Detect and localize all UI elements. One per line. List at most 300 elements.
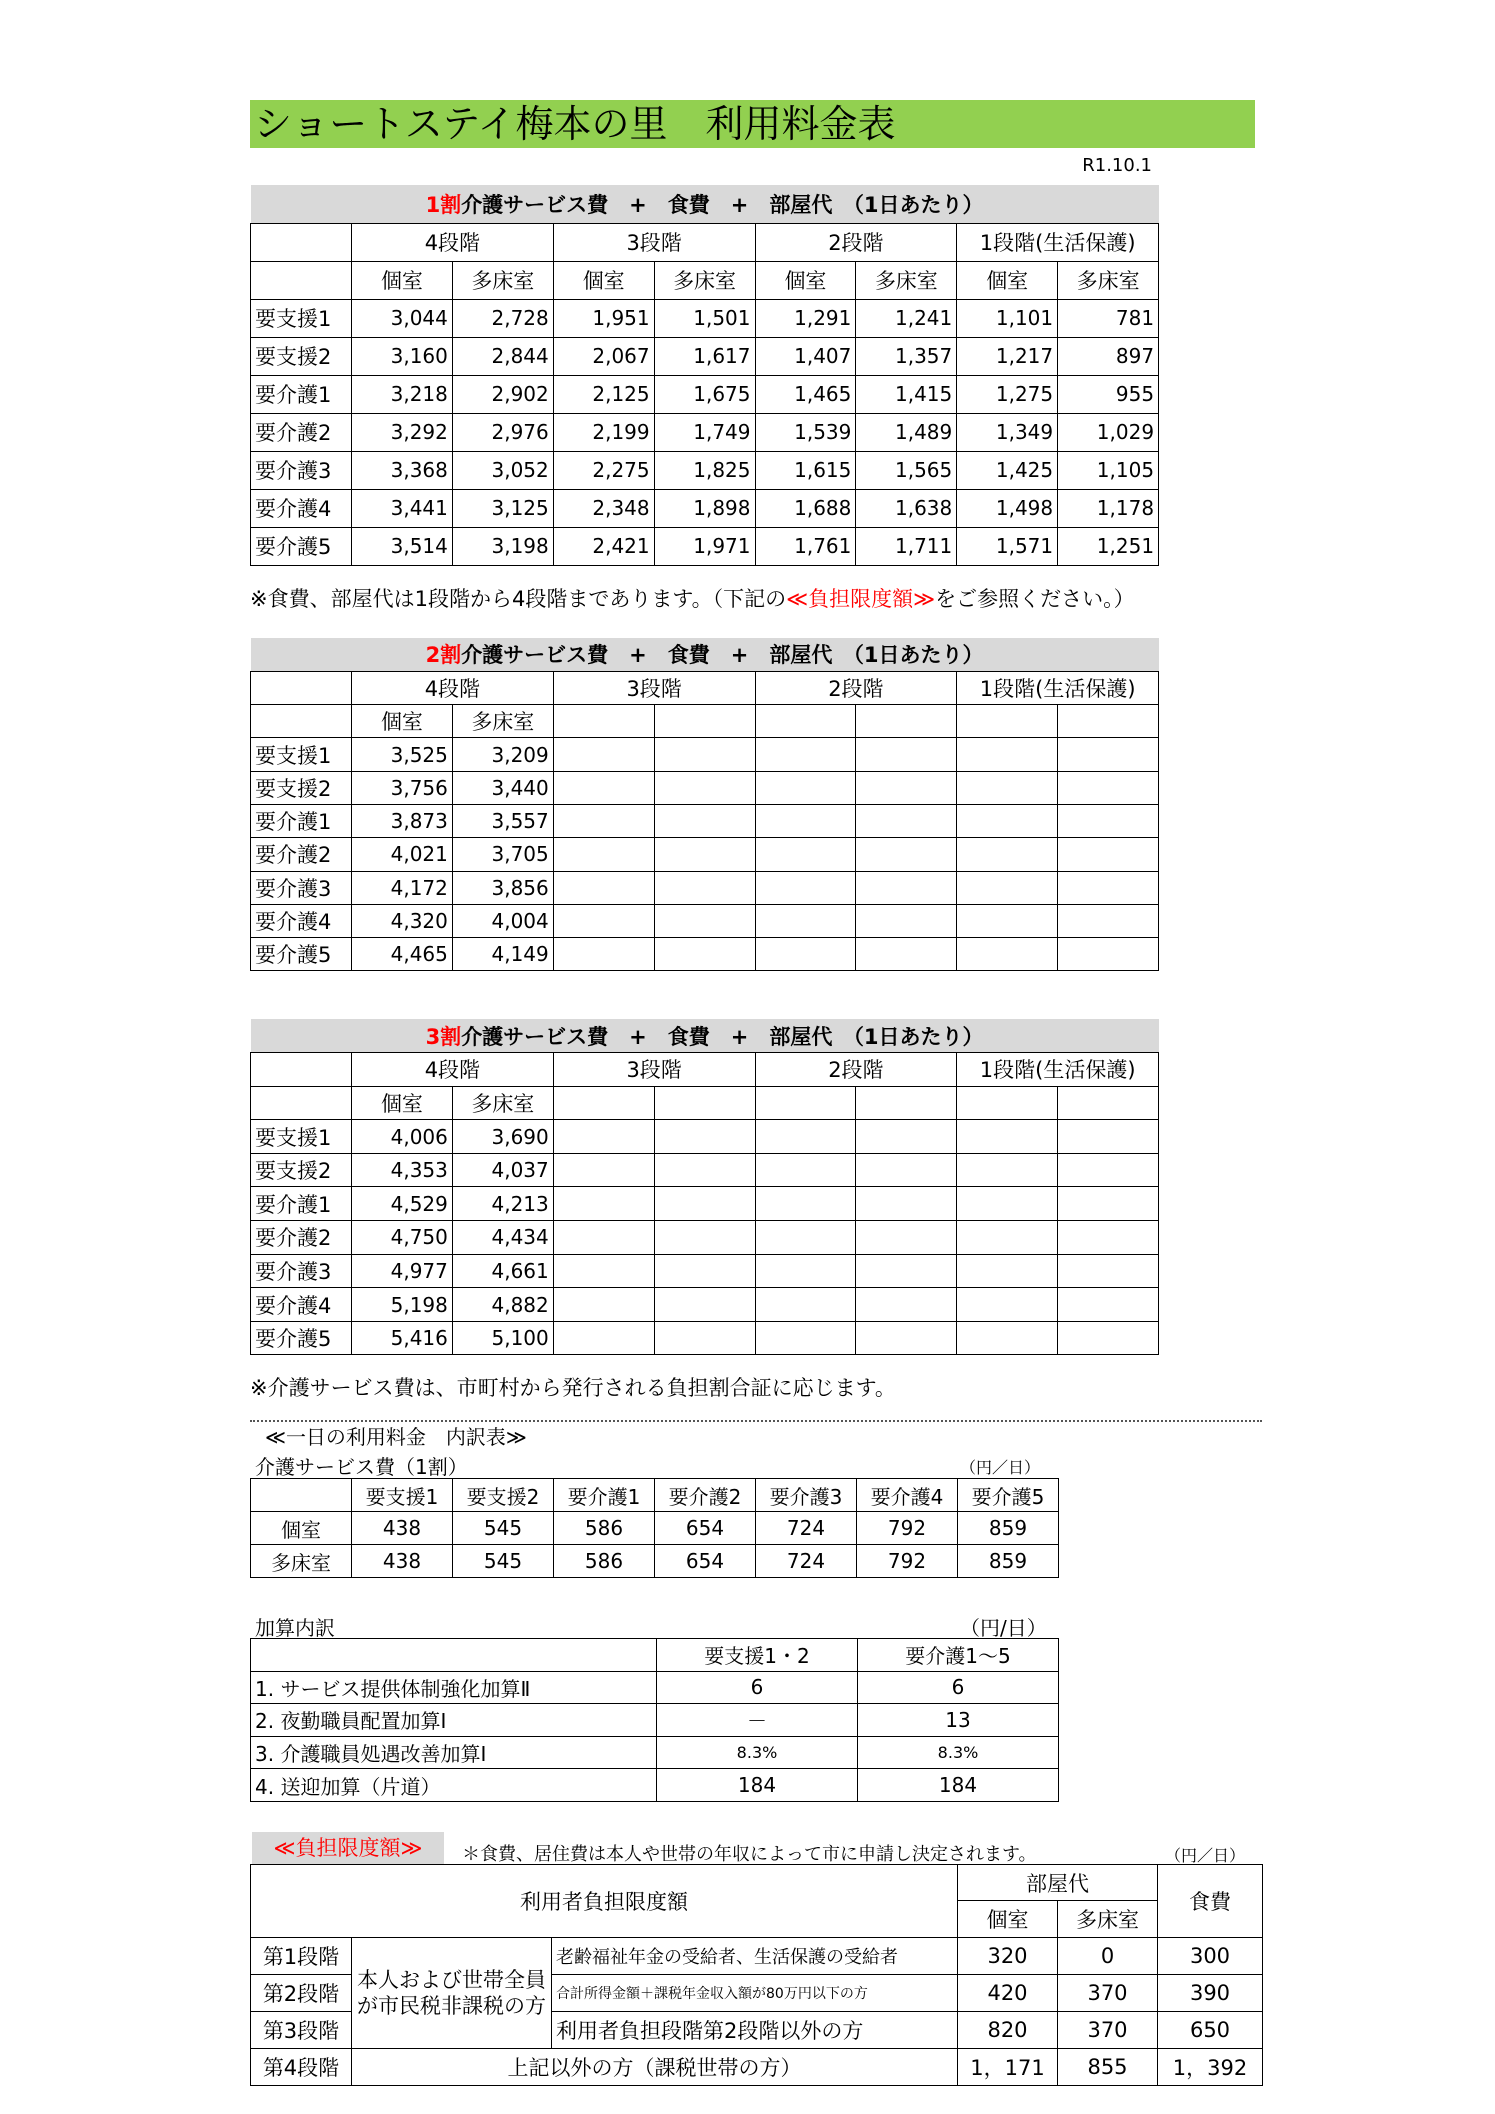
header-suffix: 介護サービス費 + 食費 + 部屋代 （1日あたり） — [461, 1024, 984, 1049]
fee-cell: 4,882 — [452, 1288, 553, 1322]
fee-cell: 3,052 — [452, 451, 553, 489]
room-multi: 多床室 — [654, 261, 755, 299]
note-text: ※食費、部屋代は1段階から4段階まであります。（下記の — [250, 587, 787, 611]
fee-cell: 4,006 — [352, 1120, 453, 1154]
fee-cell: 1,241 — [856, 299, 957, 337]
limit-header-row — [251, 1865, 1263, 1901]
fee-rows — [251, 299, 1159, 565]
page-title: ショートステイ梅本の里 利用料金表 — [250, 100, 1255, 148]
stage-label: 第1段階 — [251, 1938, 352, 1975]
care-level-header: 要介護4 — [857, 1479, 958, 1512]
room-single: 個室 — [352, 1086, 453, 1120]
care-level: 要介護2 — [251, 838, 352, 871]
fee-cell: 1,749 — [654, 413, 755, 451]
tier-4: 4段階 — [352, 671, 554, 704]
fee-row — [251, 299, 1159, 337]
fee-cell: 4,465 — [352, 938, 453, 971]
fee-cell: 3,690 — [452, 1120, 553, 1154]
fee-cell: 2,348 — [553, 489, 654, 527]
fee-cell: 4,172 — [352, 871, 453, 904]
care-level: 要支援1 — [251, 1120, 352, 1154]
care-level-header: 要支援1 — [352, 1479, 453, 1512]
note-text: をご参照ください。） — [935, 587, 1135, 611]
tier-1: 1段階(生活保護) — [957, 1053, 1159, 1087]
addition-row — [251, 1769, 1059, 1802]
fee-table-header — [251, 1019, 1159, 1053]
fee-cell: 3,440 — [452, 771, 553, 804]
care-fee: 792 — [857, 1545, 958, 1578]
fee-cell: 1,571 — [957, 527, 1058, 565]
fee-cell — [654, 904, 755, 937]
fee-cell: 1,951 — [553, 299, 654, 337]
fee-row — [251, 337, 1159, 375]
addition-support: 184 — [657, 1769, 858, 1802]
limit-group: 本人および世帯全員が市民税非課税の方 — [352, 1938, 552, 2049]
fee-cell — [1058, 804, 1159, 837]
fee-rows — [251, 1120, 1159, 1355]
fee-cell — [856, 738, 957, 771]
care-row — [251, 1512, 1059, 1545]
fee-cell — [553, 738, 654, 771]
fee-cell — [856, 1254, 957, 1288]
fee-cell: 1,688 — [755, 489, 856, 527]
limit-row — [251, 2049, 1263, 2086]
food-fee: 650 — [1158, 2012, 1263, 2049]
room-multi: 多床室 — [1058, 1901, 1158, 1938]
room-single: 個室 — [957, 261, 1058, 299]
fee-cell: 5,416 — [352, 1321, 453, 1355]
fee-cell: 3,856 — [452, 871, 553, 904]
fee-cell — [856, 1187, 957, 1221]
fee-cell: 1,825 — [654, 451, 755, 489]
fee-cell: 3,705 — [452, 838, 553, 871]
care-service-table — [250, 1478, 1059, 1578]
fee-cell: 1,357 — [856, 337, 957, 375]
fee-cell: 3,198 — [452, 527, 553, 565]
fee-cell — [553, 938, 654, 971]
fee-row — [251, 451, 1159, 489]
addition-care: 13 — [858, 1704, 1059, 1737]
care-level: 要介護1 — [251, 375, 352, 413]
fee-cell: 1,415 — [856, 375, 957, 413]
room-single: 個室 — [553, 261, 654, 299]
tier-1: 1段階(生活保護) — [957, 671, 1159, 704]
fee-cell — [553, 1321, 654, 1355]
fee-cell — [856, 1288, 957, 1322]
stage-label: 第4段階 — [251, 2049, 352, 2086]
tier-3: 3段階 — [553, 671, 755, 704]
room-fee-header: 部屋代 — [958, 1865, 1158, 1901]
fee-cell — [553, 1187, 654, 1221]
fee-cell: 1,617 — [654, 337, 755, 375]
care-level: 要介護3 — [251, 1254, 352, 1288]
fee-row — [251, 413, 1159, 451]
fee-cell — [755, 738, 856, 771]
limit-unit: （円／日） — [1165, 1846, 1246, 1865]
fee-cell — [1058, 904, 1159, 937]
fee-cell — [1058, 871, 1159, 904]
fee-cell: 1,465 — [755, 375, 856, 413]
fee-row — [251, 375, 1159, 413]
care-fee: 438 — [352, 1545, 453, 1578]
tier-4: 4段階 — [352, 1053, 554, 1087]
single-fee: 420 — [958, 1975, 1058, 2012]
fee-cell — [654, 1288, 755, 1322]
care-fee: 724 — [756, 1512, 857, 1545]
tier-row — [251, 1053, 1159, 1087]
fee-cell: 4,021 — [352, 838, 453, 871]
fee-cell — [755, 1187, 856, 1221]
fee-cell: 1,498 — [957, 489, 1058, 527]
care-level: 要支援2 — [251, 771, 352, 804]
fee-cell — [553, 1254, 654, 1288]
fee-cell — [755, 871, 856, 904]
fee-cell: 781 — [1058, 299, 1159, 337]
fee-cell — [553, 771, 654, 804]
room-multi: 多床室 — [856, 261, 957, 299]
fee-row — [251, 904, 1159, 937]
fee-row — [251, 1120, 1159, 1154]
fee-cell: 3,514 — [352, 527, 453, 565]
room-single: 個室 — [958, 1901, 1058, 1938]
fee-cell — [957, 1221, 1058, 1255]
care-service-label: 介護サービス費（1割） — [255, 1455, 468, 1479]
fee-cell: 1,565 — [856, 451, 957, 489]
care-fee: 792 — [857, 1512, 958, 1545]
addition-row — [251, 1671, 1059, 1704]
room-type-row — [251, 1086, 1159, 1120]
fee-cell: 1,761 — [755, 527, 856, 565]
fee-cell — [957, 738, 1058, 771]
room-type-row — [251, 261, 1159, 299]
fee-cell — [654, 1153, 755, 1187]
care-fee: 654 — [655, 1545, 756, 1578]
breakdown-title: ≪一日の利用料金 内訳表≫ — [265, 1425, 527, 1449]
fee-cell — [856, 804, 957, 837]
addition-name: 1. サービス提供体制強化加算Ⅱ — [251, 1671, 657, 1704]
fee-cell: 1,711 — [856, 527, 957, 565]
fee-table-header — [251, 185, 1159, 223]
fee-cell: 4,149 — [452, 938, 553, 971]
fee-cell — [957, 1153, 1058, 1187]
fee-cell — [755, 838, 856, 871]
fee-cell: 1,349 — [957, 413, 1058, 451]
fee-cell: 1,217 — [957, 337, 1058, 375]
additions-unit: （円/日） — [960, 1616, 1047, 1640]
fee-cell: 1,675 — [654, 375, 755, 413]
room-single: 個室 — [352, 261, 453, 299]
tier-row — [251, 223, 1159, 261]
limit-note: ＊食費、居住費は本人や世帯の年収によって市に申請し決定されます。 — [462, 1844, 1037, 1865]
fee-cell — [654, 1221, 755, 1255]
fee-cell: 2,976 — [452, 413, 553, 451]
fee-cell: 4,977 — [352, 1254, 453, 1288]
stage-desc: 利用者負担段階第2段階以外の方 — [552, 2012, 958, 2049]
fee-cell — [957, 904, 1058, 937]
fee-cell: 4,320 — [352, 904, 453, 937]
multi-fee: 855 — [1058, 2049, 1158, 2086]
fee-cell: 1,425 — [957, 451, 1058, 489]
fee-cell — [1058, 1221, 1159, 1255]
header-suffix: 介護サービス費 + 食費 + 部屋代 （1日あたり） — [461, 192, 984, 217]
fee-cell: 1,539 — [755, 413, 856, 451]
care-fee: 545 — [453, 1512, 554, 1545]
additions-header — [251, 1639, 1059, 1672]
fee-cell — [1058, 1254, 1159, 1288]
addition-support: 6 — [657, 1671, 858, 1704]
fee-cell — [1058, 838, 1159, 871]
fee-cell: 5,100 — [452, 1321, 553, 1355]
addition-name: 4. 送迎加算（片道） — [251, 1769, 657, 1802]
fee-cell: 955 — [1058, 375, 1159, 413]
addition-support: 8.3% — [657, 1736, 858, 1769]
fee-cell — [755, 804, 856, 837]
care-level-header: 要介護2 — [655, 1479, 756, 1512]
fee-cell: 1,898 — [654, 489, 755, 527]
fee-cell: 4,434 — [452, 1221, 553, 1255]
care-level-header: 要支援2 — [453, 1479, 554, 1512]
addition-row — [251, 1704, 1059, 1737]
care-fee: 586 — [554, 1512, 655, 1545]
fee-cell: 1,275 — [957, 375, 1058, 413]
care-level: 要介護3 — [251, 451, 352, 489]
revision-date: R1.10.1 — [1082, 155, 1152, 176]
fee-row — [251, 738, 1159, 771]
fee-cell: 3,209 — [452, 738, 553, 771]
fee-cell: 1,407 — [755, 337, 856, 375]
fee-row — [251, 871, 1159, 904]
fee-cell — [957, 1120, 1058, 1154]
care-fee: 654 — [655, 1512, 756, 1545]
ratio-label: 1割 — [425, 192, 462, 217]
care-level: 要介護5 — [251, 527, 352, 565]
fee-cell — [654, 1120, 755, 1154]
fee-cell — [755, 1321, 856, 1355]
care-level-header: 要介護5 — [958, 1479, 1059, 1512]
fee-row — [251, 1254, 1159, 1288]
fee-cell — [856, 904, 957, 937]
fee-table-10pct — [250, 185, 1159, 566]
fee-row — [251, 1288, 1159, 1322]
fee-table-30pct — [250, 1019, 1159, 1355]
fee-cell: 3,756 — [352, 771, 453, 804]
addition-name: 2. 夜勤職員配置加算Ⅰ — [251, 1704, 657, 1737]
fee-cell: 3,125 — [452, 489, 553, 527]
fee-cell — [856, 1120, 957, 1154]
fee-cell — [957, 771, 1058, 804]
care-level: 要介護1 — [251, 804, 352, 837]
addition-care: 184 — [858, 1769, 1059, 1802]
fee-cell: 4,750 — [352, 1221, 453, 1255]
note-meal-room — [250, 583, 1135, 613]
fee-cell: 4,529 — [352, 1187, 453, 1221]
addition-name: 3. 介護職員処遇改善加算Ⅰ — [251, 1736, 657, 1769]
fee-cell: 1,101 — [957, 299, 1058, 337]
fee-table-20pct — [250, 638, 1159, 971]
fee-cell: 2,199 — [553, 413, 654, 451]
stage-desc: 上記以外の方（課税世帯の方） — [352, 2049, 958, 2086]
tier-2: 2段階 — [755, 671, 957, 704]
care-unit: （円／日） — [960, 1458, 1041, 1477]
room-multi: 多床室 — [452, 705, 553, 738]
food-fee: 300 — [1158, 1938, 1263, 1975]
care-fee: 859 — [958, 1545, 1059, 1578]
fee-cell — [755, 1254, 856, 1288]
fee-cell: 1,029 — [1058, 413, 1159, 451]
care-level: 要支援1 — [251, 299, 352, 337]
care-fee: 586 — [554, 1545, 655, 1578]
note-care-ratio: ※介護サービス費は、市町村から発行される負担割合証に応じます。 — [250, 1376, 896, 1400]
care-rows — [251, 1479, 1059, 1578]
fee-cell: 5,198 — [352, 1288, 453, 1322]
room-single: 個室 — [755, 261, 856, 299]
fee-cell: 2,421 — [553, 527, 654, 565]
fee-cell — [957, 871, 1058, 904]
fee-cell — [1058, 938, 1159, 971]
room-type: 個室 — [251, 1512, 352, 1545]
fee-cell: 2,275 — [553, 451, 654, 489]
fee-cell: 2,844 — [452, 337, 553, 375]
multi-fee: 0 — [1058, 1938, 1158, 1975]
fee-cell — [654, 804, 755, 837]
fee-row — [251, 804, 1159, 837]
fee-cell: 1,105 — [1058, 451, 1159, 489]
ratio-label: 3割 — [425, 1024, 462, 1049]
room-multi: 多床室 — [1058, 261, 1159, 299]
fee-cell — [553, 1221, 654, 1255]
care-level: 要介護4 — [251, 904, 352, 937]
room-type: 多床室 — [251, 1545, 352, 1578]
fee-cell — [957, 838, 1058, 871]
fee-cell — [856, 1321, 957, 1355]
addition-support: － — [657, 1704, 858, 1737]
fee-row — [251, 1153, 1159, 1187]
fee-cell — [856, 1153, 957, 1187]
fee-cell: 4,037 — [452, 1153, 553, 1187]
limit-row — [251, 1938, 1263, 1975]
single-fee: 320 — [958, 1938, 1058, 1975]
multi-fee: 370 — [1058, 1975, 1158, 2012]
fee-cell: 4,004 — [452, 904, 553, 937]
fee-cell: 3,292 — [352, 413, 453, 451]
limit-tag: ≪負担限度額≫ — [252, 1832, 444, 1864]
fee-cell: 3,441 — [352, 489, 453, 527]
fee-cell — [957, 1187, 1058, 1221]
fee-cell — [856, 938, 957, 971]
fee-cell — [856, 1221, 957, 1255]
room-single: 個室 — [352, 705, 453, 738]
fee-cell: 3,368 — [352, 451, 453, 489]
fee-cell — [755, 1221, 856, 1255]
fee-cell: 1,501 — [654, 299, 755, 337]
tier-2: 2段階 — [755, 223, 957, 261]
care-fee: 859 — [958, 1512, 1059, 1545]
food-header: 食費 — [1158, 1865, 1263, 1938]
fee-cell — [755, 1288, 856, 1322]
fee-cell — [553, 1153, 654, 1187]
fee-cell: 2,125 — [553, 375, 654, 413]
care-row — [251, 1545, 1059, 1578]
care-level: 要介護3 — [251, 871, 352, 904]
fee-cell — [553, 871, 654, 904]
fee-cell: 3,873 — [352, 804, 453, 837]
fee-cell: 2,728 — [452, 299, 553, 337]
stage-desc: 老齢福祉年金の受給者、生活保護の受給者 — [552, 1938, 958, 1975]
fee-cell — [654, 938, 755, 971]
tier-1: 1段階(生活保護) — [957, 223, 1159, 261]
stage-desc: 合計所得金額＋課税年金収入額が80万円以下の方 — [552, 1975, 958, 2012]
fee-cell: 1,489 — [856, 413, 957, 451]
col-support: 要支援1・2 — [657, 1639, 858, 1672]
care-level-header: 要介護1 — [554, 1479, 655, 1512]
tier-3: 3段階 — [553, 1053, 755, 1087]
care-level: 要介護5 — [251, 938, 352, 971]
fee-cell — [856, 838, 957, 871]
fee-cell — [553, 804, 654, 837]
fee-cell — [654, 771, 755, 804]
fee-cell — [654, 871, 755, 904]
care-level-header: 要介護3 — [756, 1479, 857, 1512]
fee-cell — [654, 1187, 755, 1221]
addition-care: 6 — [858, 1671, 1059, 1704]
fee-row — [251, 838, 1159, 871]
fee-cell: 2,067 — [553, 337, 654, 375]
fee-cell — [654, 1321, 755, 1355]
fee-cell — [957, 938, 1058, 971]
ratio-label: 2割 — [425, 643, 462, 668]
fee-row — [251, 1321, 1159, 1355]
care-level: 要介護4 — [251, 489, 352, 527]
fee-cell: 3,525 — [352, 738, 453, 771]
fee-cell: 897 — [1058, 337, 1159, 375]
care-level: 要介護2 — [251, 1221, 352, 1255]
fee-cell — [1058, 1321, 1159, 1355]
care-header-row — [251, 1479, 1059, 1512]
care-level: 要介護2 — [251, 413, 352, 451]
fee-cell: 4,353 — [352, 1153, 453, 1187]
multi-fee: 370 — [1058, 2012, 1158, 2049]
additions-rows — [251, 1671, 1059, 1801]
care-level: 要支援1 — [251, 738, 352, 771]
fee-cell — [755, 771, 856, 804]
tier-3: 3段階 — [553, 223, 755, 261]
fee-cell: 3,218 — [352, 375, 453, 413]
fee-row — [251, 1221, 1159, 1255]
fee-cell: 1,615 — [755, 451, 856, 489]
fee-cell — [553, 1288, 654, 1322]
header-suffix: 介護サービス費 + 食費 + 部屋代 （1日あたり） — [461, 643, 984, 668]
care-level: 要介護5 — [251, 1321, 352, 1355]
fee-cell — [654, 738, 755, 771]
fee-cell — [1058, 1288, 1159, 1322]
fee-rows — [251, 738, 1159, 971]
stage-label: 第2段階 — [251, 1975, 352, 2012]
fee-cell — [755, 1153, 856, 1187]
fee-row — [251, 489, 1159, 527]
food-fee: 390 — [1158, 1975, 1263, 2012]
fee-row — [251, 938, 1159, 971]
fee-cell — [755, 938, 856, 971]
fee-cell: 1,251 — [1058, 527, 1159, 565]
fee-cell — [856, 871, 957, 904]
additions-table — [250, 1638, 1059, 1802]
care-fee: 724 — [756, 1545, 857, 1578]
fee-row — [251, 771, 1159, 804]
fee-cell: 3,044 — [352, 299, 453, 337]
col-care: 要介護1～5 — [858, 1639, 1059, 1672]
fee-cell: 3,160 — [352, 337, 453, 375]
fee-cell — [553, 904, 654, 937]
